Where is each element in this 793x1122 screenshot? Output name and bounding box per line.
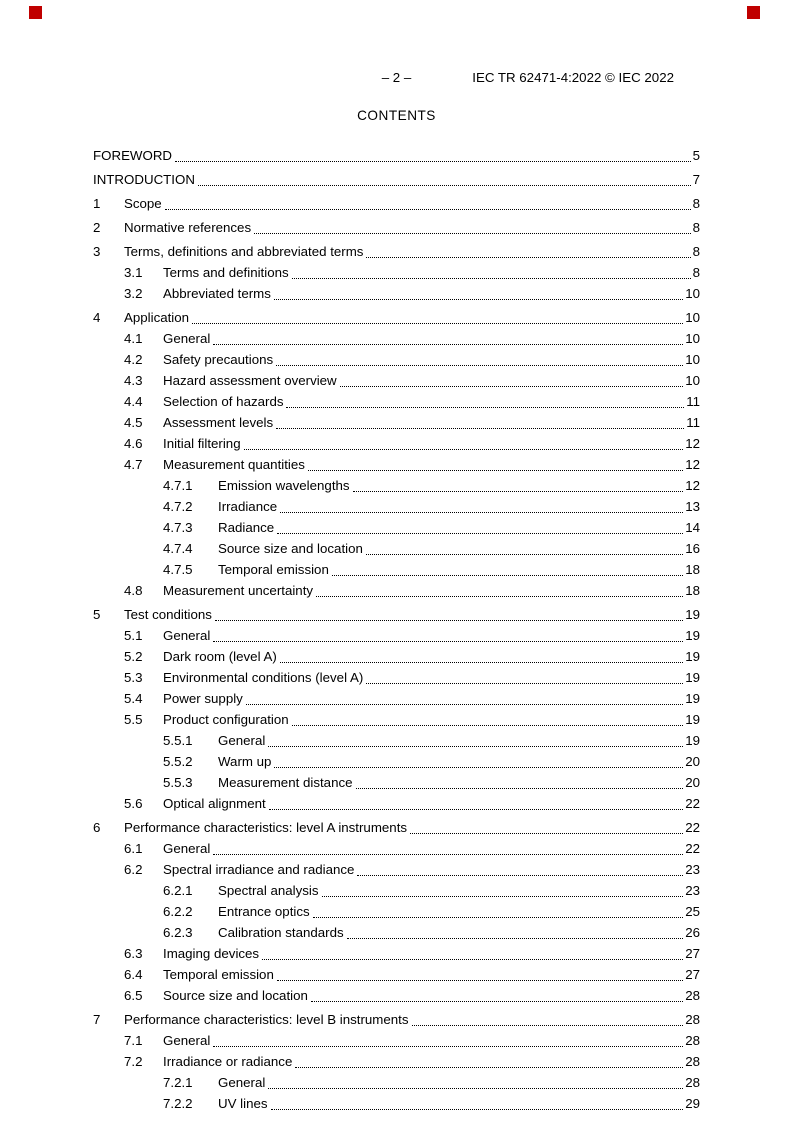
toc-clause-number: 5.6 [124, 796, 143, 811]
toc-page-number: 10 [685, 310, 700, 325]
toc-entry-label: Radiance [218, 520, 275, 535]
toc-page-number: 20 [685, 775, 700, 790]
toc-page-number: 12 [685, 436, 700, 451]
toc-entry-label: Measurement distance [218, 775, 353, 790]
leader-dots [274, 299, 683, 300]
toc-page-number: 19 [685, 649, 700, 664]
leader-dots [213, 1046, 683, 1047]
toc-entry-label: FOREWORD [93, 148, 173, 163]
toc-row [93, 580, 700, 601]
leader-dots [356, 788, 684, 789]
toc-clause-number: 5.4 [124, 691, 143, 706]
toc-page-number: 10 [685, 331, 700, 346]
toc-entry-label: Selection of hazards [163, 394, 284, 409]
toc-clause-number: 4.8 [124, 583, 143, 598]
toc-page-number: 28 [685, 988, 700, 1003]
toc-row [93, 370, 700, 391]
leader-dots [276, 365, 683, 366]
toc-page-number: 5 [692, 148, 700, 163]
red-corner-mark-left [29, 6, 42, 19]
contents-title: CONTENTS [357, 108, 436, 123]
toc-entry-label: General [163, 841, 211, 856]
toc-row [93, 412, 700, 433]
toc-row [93, 604, 700, 625]
toc-entry-label: Safety precautions [163, 352, 274, 367]
leader-dots [292, 278, 691, 279]
toc-entry-label: Irradiance or radiance [163, 1054, 293, 1069]
toc-clause-number: 7.2 [124, 1054, 143, 1069]
toc-row [93, 517, 700, 538]
toc-entry-label: Emission wavelengths [218, 478, 350, 493]
leader-dots [313, 917, 684, 918]
toc-entry-label: Measurement quantities [163, 457, 305, 472]
toc-entry-label: Terms, definitions and abbreviated terms [124, 244, 364, 259]
toc-clause-number: 4.3 [124, 373, 143, 388]
toc-entry-label: Hazard assessment overview [163, 373, 337, 388]
toc-page-number: 27 [685, 967, 700, 982]
toc-row [93, 964, 700, 985]
toc-page-number: 27 [685, 946, 700, 961]
leader-dots [357, 875, 683, 876]
toc-row [93, 454, 700, 475]
toc-page-number: 11 [686, 394, 700, 409]
toc-row [93, 943, 700, 964]
toc-row [93, 217, 700, 238]
toc-entry-label: Temporal emission [163, 967, 274, 982]
toc-entry-label: Assessment levels [163, 415, 274, 430]
toc-entry-label: Spectral analysis [218, 883, 319, 898]
toc-page-number: 23 [685, 883, 700, 898]
toc-entry-label: Performance characteristics: level A instruments [124, 820, 408, 835]
toc-clause-number: 5.2 [124, 649, 143, 664]
leader-dots [268, 1088, 683, 1089]
toc-page-number: 10 [685, 352, 700, 367]
toc-row [93, 169, 700, 190]
toc-page-number: 22 [685, 841, 700, 856]
toc-row [93, 145, 700, 166]
toc-row [93, 496, 700, 517]
toc-clause-number: 6.5 [124, 988, 143, 1003]
toc-row [93, 730, 700, 751]
leader-dots [269, 809, 683, 810]
toc-clause-number: 2 [93, 220, 101, 235]
toc-row [93, 349, 700, 370]
toc-entry-label: Irradiance [218, 499, 278, 514]
red-corner-mark-right [747, 6, 760, 19]
leader-dots [198, 185, 691, 186]
toc-row [93, 1072, 700, 1093]
leader-dots [274, 767, 683, 768]
toc-page-number: 28 [685, 1075, 700, 1090]
toc-row [93, 838, 700, 859]
toc-page-number: 11 [686, 415, 700, 430]
toc-clause-number: 7.2.2 [163, 1096, 193, 1111]
toc-row [93, 859, 700, 880]
toc-entry-label: Terms and definitions [163, 265, 289, 280]
toc-clause-number: 5.3 [124, 670, 143, 685]
toc-page-number: 19 [685, 670, 700, 685]
toc-row [93, 1093, 700, 1114]
leader-dots [277, 533, 683, 534]
toc-clause-number: 6.1 [124, 841, 143, 856]
toc-page-number: 8 [692, 265, 700, 280]
leader-dots [213, 344, 683, 345]
toc-clause-number: 4.7 [124, 457, 143, 472]
toc-clause-number: 4.1 [124, 331, 143, 346]
toc-entry-label: INTRODUCTION [93, 172, 195, 187]
toc-entry-label: General [163, 331, 211, 346]
toc-clause-number: 6 [93, 820, 101, 835]
toc-row [93, 772, 700, 793]
leader-dots [213, 854, 683, 855]
toc-page-number: 10 [685, 286, 700, 301]
toc-row [93, 751, 700, 772]
leader-dots [271, 1109, 684, 1110]
leader-dots [192, 323, 683, 324]
toc-page-number: 22 [685, 820, 700, 835]
page-header [0, 69, 793, 87]
toc-page-number: 13 [685, 499, 700, 514]
leader-dots [244, 449, 684, 450]
leader-dots [316, 596, 683, 597]
leader-dots [410, 833, 683, 834]
toc-page-number: 28 [685, 1033, 700, 1048]
toc-entry-label: Power supply [163, 691, 243, 706]
toc-row [93, 793, 700, 814]
toc-row [93, 307, 700, 328]
toc-entry-label: Test conditions [124, 607, 212, 622]
leader-dots [311, 1001, 683, 1002]
leader-dots [277, 980, 683, 981]
toc-row [93, 625, 700, 646]
leader-dots [366, 683, 683, 684]
toc-row [93, 709, 700, 730]
toc-page-number: 14 [685, 520, 700, 535]
leader-dots [175, 161, 691, 162]
toc-clause-number: 4.7.1 [163, 478, 193, 493]
leader-dots [347, 938, 684, 939]
toc-clause-number: 4 [93, 310, 101, 325]
leader-dots [308, 470, 683, 471]
toc-clause-number: 4.7.2 [163, 499, 193, 514]
toc-row [93, 193, 700, 214]
toc-clause-number: 6.4 [124, 967, 143, 982]
toc-entry-label: Source size and location [218, 541, 363, 556]
toc-page-number: 7 [692, 172, 700, 187]
toc-page-number: 12 [685, 457, 700, 472]
leader-dots [340, 386, 684, 387]
leader-dots [353, 491, 684, 492]
toc-clause-number: 7.1 [124, 1033, 143, 1048]
leader-dots [292, 725, 684, 726]
toc-page-number: 8 [692, 196, 700, 211]
toc-page-number: 19 [685, 691, 700, 706]
leader-dots [366, 554, 683, 555]
leader-dots [213, 641, 683, 642]
toc-page-number: 8 [692, 244, 700, 259]
toc-page-number: 16 [685, 541, 700, 556]
toc-page-number: 19 [685, 628, 700, 643]
toc-row [93, 817, 700, 838]
toc-entry-label: Measurement uncertainty [163, 583, 314, 598]
leader-dots [165, 209, 691, 210]
toc-clause-number: 6.3 [124, 946, 143, 961]
toc-page-number: 25 [685, 904, 700, 919]
table-of-contents [93, 145, 700, 1114]
toc-clause-number: 6.2.2 [163, 904, 193, 919]
toc-page-number: 20 [685, 754, 700, 769]
toc-entry-label: General [163, 1033, 211, 1048]
toc-page-number: 18 [685, 562, 700, 577]
toc-clause-number: 3 [93, 244, 101, 259]
toc-page-number: 28 [685, 1054, 700, 1069]
toc-page-number: 23 [685, 862, 700, 877]
document-reference: IEC TR 62471-4:2022 © IEC 2022 [472, 70, 674, 85]
toc-clause-number: 4.5 [124, 415, 143, 430]
toc-row [93, 433, 700, 454]
toc-entry-label: Initial filtering [163, 436, 241, 451]
toc-clause-number: 5.5 [124, 712, 143, 727]
toc-entry-label: General [163, 628, 211, 643]
leader-dots [280, 662, 683, 663]
toc-row [93, 922, 700, 943]
toc-entry-label: Application [124, 310, 190, 325]
toc-row [93, 262, 700, 283]
toc-entry-label: UV lines [218, 1096, 268, 1111]
toc-clause-number: 4.7.4 [163, 541, 193, 556]
toc-clause-number: 4.7.5 [163, 562, 193, 577]
toc-page-number: 19 [685, 607, 700, 622]
toc-row [93, 1009, 700, 1030]
toc-page-number: 26 [685, 925, 700, 940]
toc-clause-number: 5.5.2 [163, 754, 193, 769]
toc-clause-number: 3.1 [124, 265, 143, 280]
toc-entry-label: Performance characteristics: level B instruments [124, 1012, 409, 1027]
toc-clause-number: 3.2 [124, 286, 143, 301]
toc-entry-label: Abbreviated terms [163, 286, 271, 301]
leader-dots [322, 896, 684, 897]
leader-dots [366, 257, 690, 258]
leader-dots [246, 704, 683, 705]
toc-row [93, 559, 700, 580]
toc-page-number: 12 [685, 478, 700, 493]
toc-page-number: 18 [685, 583, 700, 598]
toc-clause-number: 4.4 [124, 394, 143, 409]
leader-dots [332, 575, 683, 576]
leader-dots [276, 428, 684, 429]
leader-dots [286, 407, 684, 408]
toc-entry-label: Spectral irradiance and radiance [163, 862, 355, 877]
toc-row [93, 667, 700, 688]
toc-page-number: 19 [685, 712, 700, 727]
leader-dots [215, 620, 683, 621]
toc-row [93, 1030, 700, 1051]
toc-clause-number: 4.2 [124, 352, 143, 367]
toc-clause-number: 5.5.3 [163, 775, 193, 790]
toc-page-number: 8 [692, 220, 700, 235]
leader-dots [412, 1025, 684, 1026]
toc-page-number: 22 [685, 796, 700, 811]
toc-entry-label: Product configuration [163, 712, 289, 727]
toc-entry-label: General [218, 1075, 266, 1090]
toc-row [93, 646, 700, 667]
toc-entry-label: Optical alignment [163, 796, 266, 811]
toc-clause-number: 6.2 [124, 862, 143, 877]
toc-row [93, 283, 700, 304]
toc-row [93, 475, 700, 496]
toc-entry-label: Normative references [124, 220, 252, 235]
toc-clause-number: 5.5.1 [163, 733, 193, 748]
toc-row [93, 538, 700, 559]
toc-entry-label: Entrance optics [218, 904, 310, 919]
toc-entry-label: Warm up [218, 754, 272, 769]
toc-entry-label: Imaging devices [163, 946, 260, 961]
toc-row [93, 241, 700, 262]
toc-clause-number: 5 [93, 607, 101, 622]
leader-dots [254, 233, 690, 234]
toc-row [93, 985, 700, 1006]
toc-entry-label: Environmental conditions (level A) [163, 670, 364, 685]
page-number-marker: – 2 – [381, 70, 412, 85]
toc-page-number: 29 [685, 1096, 700, 1111]
toc-row [93, 1051, 700, 1072]
toc-entry-label: General [218, 733, 266, 748]
toc-clause-number: 4.6 [124, 436, 143, 451]
toc-row [93, 880, 700, 901]
toc-clause-number: 7.2.1 [163, 1075, 193, 1090]
toc-clause-number: 5.1 [124, 628, 143, 643]
toc-row [93, 391, 700, 412]
toc-clause-number: 7 [93, 1012, 101, 1027]
toc-entry-label: Scope [124, 196, 162, 211]
toc-clause-number: 4.7.3 [163, 520, 193, 535]
toc-entry-label: Dark room (level A) [163, 649, 277, 664]
toc-entry-label: Source size and location [163, 988, 308, 1003]
toc-page-number: 28 [685, 1012, 700, 1027]
toc-page-number: 10 [685, 373, 700, 388]
toc-clause-number: 1 [93, 196, 101, 211]
leader-dots [280, 512, 683, 513]
toc-row [93, 688, 700, 709]
toc-row [93, 328, 700, 349]
toc-entry-label: Temporal emission [218, 562, 329, 577]
leader-dots [295, 1067, 683, 1068]
toc-row [93, 901, 700, 922]
toc-clause-number: 6.2.1 [163, 883, 193, 898]
toc-clause-number: 6.2.3 [163, 925, 193, 940]
leader-dots [268, 746, 683, 747]
toc-page-number: 19 [685, 733, 700, 748]
leader-dots [262, 959, 683, 960]
toc-entry-label: Calibration standards [218, 925, 344, 940]
